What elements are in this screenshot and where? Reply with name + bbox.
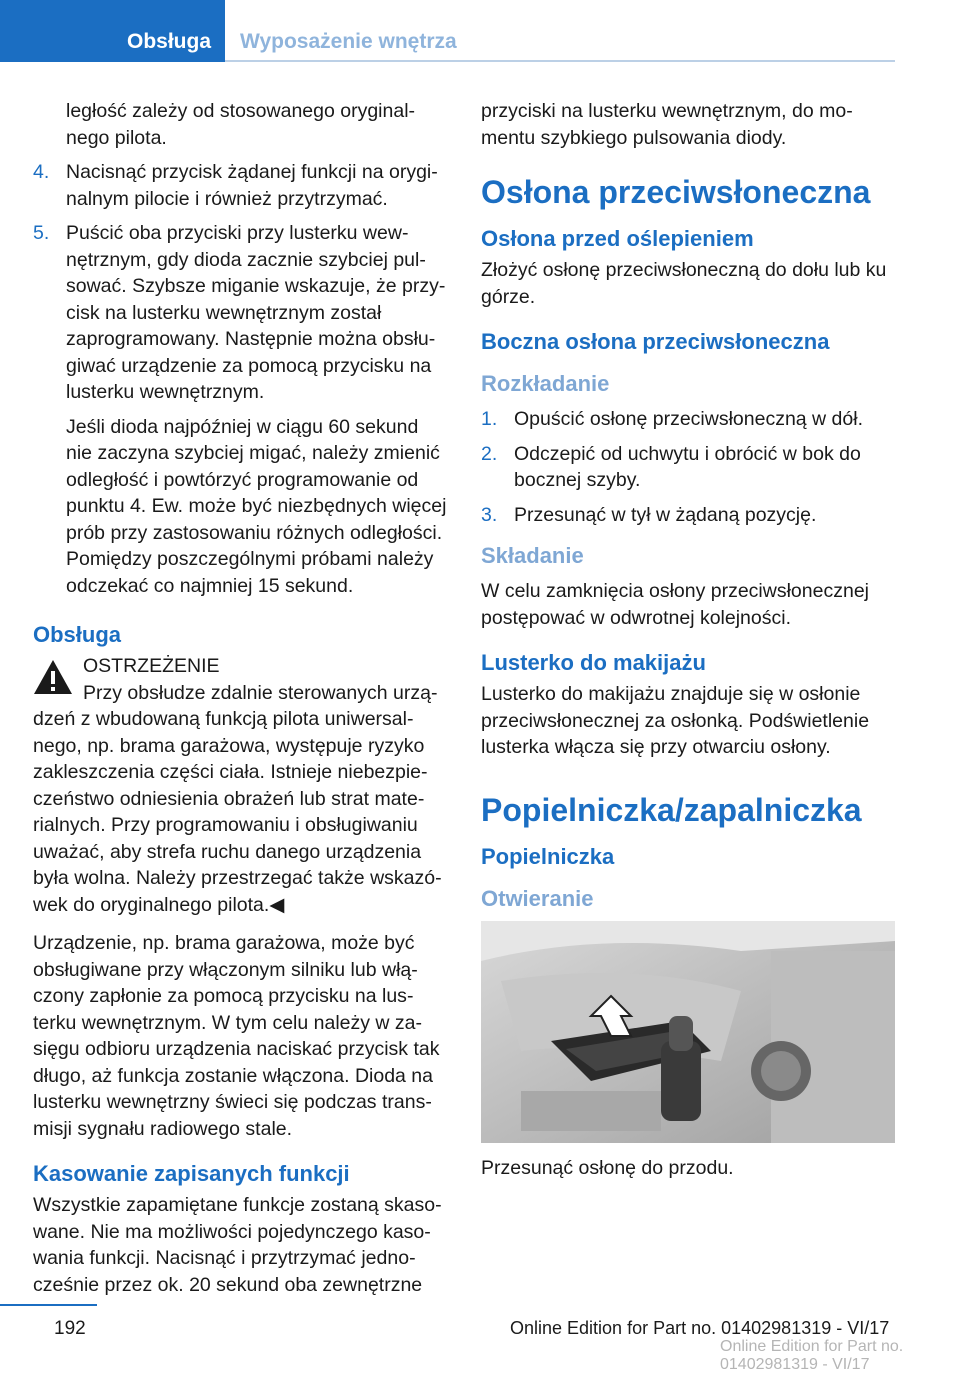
ashtray-photo (481, 921, 895, 1143)
left-column (33, 98, 448, 1306)
step-5-note: Jeśli dioda najpóźniej w ciągu 60 sekund nie zaczyna szybciej migać, należy zmienić odległość i powtórzyć programowanie od punktu 4. Ew. może być niezbędnych więcej prób przy zastosowaniu różnych odległości. Pomiędzy poszczególnymi próbami należy odczekać co najmniej 15 sekund. (66, 415, 447, 597)
footer-divider (0, 1304, 97, 1306)
section-heading-kasowanie: Kasowanie zapisanych funkcji (33, 1161, 350, 1186)
step-4 (33, 159, 448, 212)
tab-wyposazenie[interactable]: Wyposażenie wnętrza (240, 30, 457, 53)
step-number: 4. (33, 161, 50, 183)
warning-box (33, 653, 448, 918)
step-text: Puścić oba przyciski przy lusterku wewnętrznym, gdy dioda zacznie szybciej pulsować. Szybsze miganie wskazuje, że przycisk na lusterku wewnętrznym został zaprogramowany. Następnie można obsługiwać urządzenie za pomocą przycisku na lusterku wewnętrznym. (66, 222, 446, 403)
warning-title: OSTRZEŻENIE (83, 655, 220, 677)
section-heading-obsluga: Obsługa (33, 622, 122, 647)
step-number: 3. (481, 503, 498, 526)
delete-text: Wszystkie zapamiętane funkcje zostaną skasowane. Nie ma możliwości pojedynczego kasowania funkcji. Nacisnąć i przytrzymać jednocześnie przez ok. 20 sekund oba zewnętrzne (33, 1194, 442, 1296)
step-5 (33, 220, 448, 406)
tab-obsluga-label: Obsługa (127, 30, 212, 53)
page-header (0, 0, 895, 64)
tab-obsluga[interactable] (0, 0, 225, 62)
footer-edition: Online Edition for Part no. 01402981319 - VI/17 (510, 1318, 890, 1338)
glare-text: Złożyć osłonę przeciwsłoneczną do dołu lub ku górze. (481, 259, 887, 308)
continuation-text-right: przyciski na lusterku wewnętrznym, do momentu szybkiego pulsowania diody. (481, 100, 853, 149)
step-text: Przesunąć w tył w żądaną pozycję. (514, 503, 817, 526)
warning-text: Przy obsłudze zdalnie sterowanych urządzeń z wbudowaną funkcją pilota uniwersalnego, np. brama garażowa, występuje ryzyko zakleszczenia części ciała. Istnieje niebezpieczeństwo odniesienia obrażeń lub strat materialnych. Przy programowaniu i obsługiwaniu uważać, aby strefa ruchu danego urządzenia była wolna. Należy przestrzegać także wskazówek do oryginalnego pilota.◀ (33, 681, 442, 916)
fold-text: W celu zamknięcia osłony przeciwsłonecznej postępować w odwrotnej kolejności. (481, 580, 869, 629)
section-heading-oslona: Osłona przeciwsłoneczna (481, 174, 871, 210)
step-text: Nacisnąć przycisk żądanej funkcji na oryginalnym pilocie i również przytrzymać. (66, 161, 438, 210)
section-heading-popielniczka: Popielniczka/zapalniczka (481, 791, 862, 828)
subheading-popielniczka: Popielniczka (481, 843, 615, 869)
header-divider (225, 60, 895, 62)
subheading-oslepienie: Osłona przed oślepieniem (481, 226, 754, 251)
mirror-text: Lusterko do makijażu znajduje się w osłonie przeciwsłonecznej za osłonką. Podświetlenie lusterka włącza się przy otwarciu osłony. (481, 683, 870, 758)
step-text: Odczepić od uchwytu i obrócić w bok do bocznej szyby. (514, 442, 861, 491)
subheading-lusterko: Lusterko do makijażu (481, 650, 706, 675)
step-number: 2. (481, 442, 498, 465)
subheading-boczna: Boczna osłona przeciwsłoneczna (481, 329, 830, 354)
right-column (481, 98, 896, 1189)
subheading-rozkladanie: Rozkładanie (481, 371, 610, 396)
operation-text: Urządzenie, np. brama garażowa, może być obsługiwane przy włączonym silniku lub włączony zapłonie za pomocą przycisku na lusterku wewnętrznym. W tym celu należy w zasięgu odbioru urządzenia naciskać przycisk tak długo, aż funkcja zostanie włączona. Dioda na lusterku wewnętrzny świeci się podczas transmisji sygnału radiowego stale. (33, 932, 440, 1140)
unfold-step-2 (481, 441, 896, 494)
warning-triangle-icon (33, 659, 73, 695)
continuation-text: ległość zależy od stosowanego oryginalnego pilota. (66, 100, 416, 149)
page-number: 192 (54, 1318, 86, 1339)
step-number: 5. (33, 222, 50, 244)
subheading-skladanie: Składanie (481, 543, 584, 568)
watermark: Online Edition for Part no. 01402981319 - VI/17 (720, 1338, 904, 1373)
photo-caption: Przesunąć osłonę do przodu. (481, 1156, 734, 1179)
step-number: 1. (481, 408, 498, 430)
subheading-otwieranie: Otwieranie (481, 885, 594, 911)
unfold-step-3 (481, 502, 896, 529)
step-text: Opuścić osłonę przeciwsłoneczną w dół. (514, 408, 864, 430)
unfold-step-1 (481, 406, 896, 433)
